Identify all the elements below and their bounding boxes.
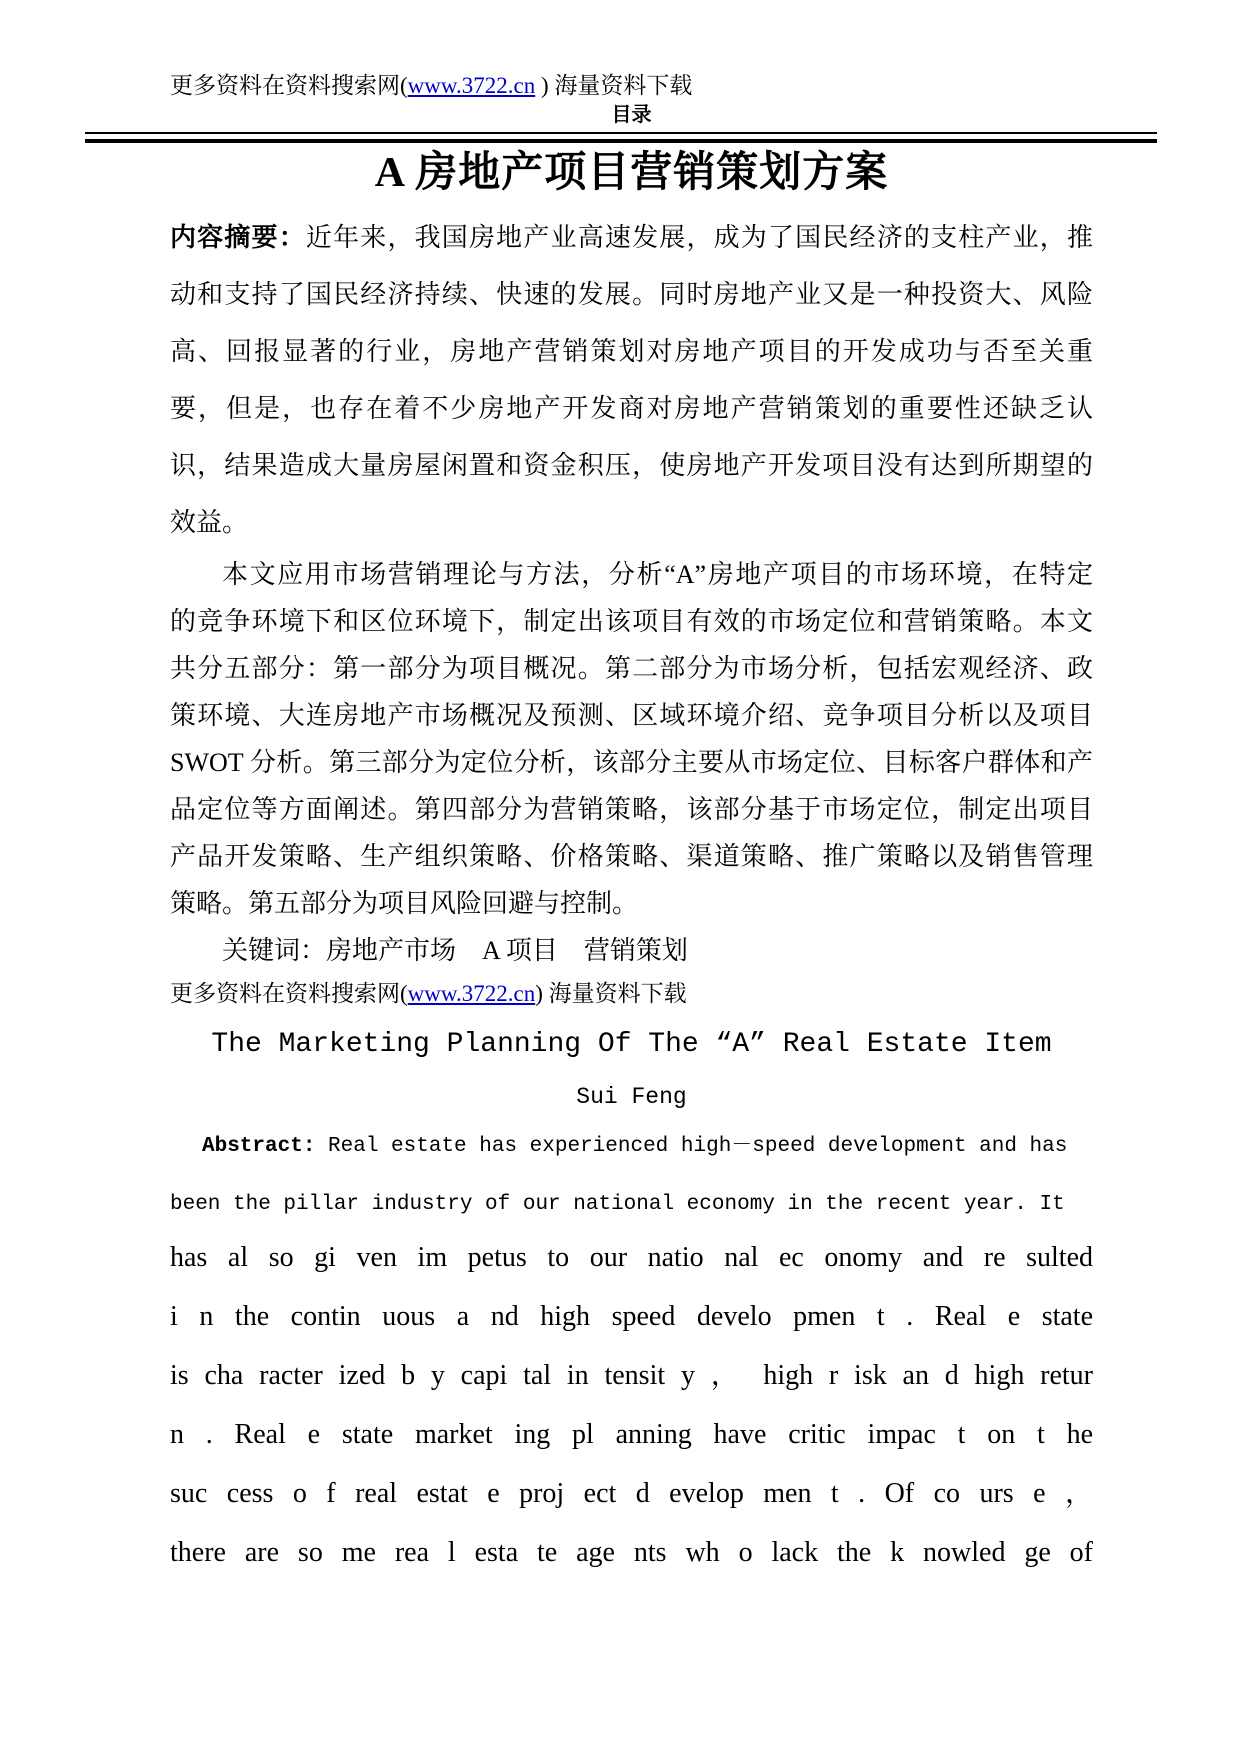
source-link-top[interactable]: www.3722.cn [407,73,536,98]
en-body-line: there are so me rea l esta te age nts wh o lack the k nowled ge of [170,1537,1093,1568]
cn-keywords-line: 关键词：房地产市场 A 项目 营销策划 [222,936,688,965]
toc-heading: 目录 [611,104,652,126]
source-note-top-prefix: 更多资料在资料搜索网( [170,73,408,98]
source-link-bottom[interactable]: www.3722.cn [407,981,536,1006]
en-body-paragraph [170,1228,1093,1582]
header-double-rule [85,132,1157,143]
source-note-bottom-prefix: 更多资料在资料搜索网( [170,981,408,1006]
document-title-cn: A 房地产项目营销策划方案 [374,150,889,196]
cn-body-line: 品定位等方面阐述。第四部分为营销策略，该部分基于市场定位，制定出项目 [170,795,1093,824]
cn-abstract-line: 要，但是，也存在着不少房地产开发商对房地产营销策划的重要性还缺乏认 [170,394,1093,423]
cn-body-line: 策环境、大连房地产市场概况及预测、区域环境介绍、竞争项目分析以及项目 [170,701,1093,730]
source-note-top-suffix: ) 海量资料下载 [535,73,693,98]
source-note-bottom-suffix: ) 海量资料下载 [535,981,687,1006]
cn-abstract-line: 动和支持了国民经济持续、快速的发展。同时房地产业又是一种投资大、风险 [170,280,1093,309]
source-note-bottom [170,976,1093,1012]
author-name: Sui Feng [576,1084,687,1110]
document-title-en: The Marketing Planning Of The “A” Real Estate Item [211,1029,1052,1060]
en-abstract-line-1-text: Real estate has experienced high－speed development and has [315,1135,1068,1158]
en-abstract-line-1 [170,1124,1093,1170]
cn-abstract-paragraph [170,209,1093,551]
cn-body-line: 的竞争环境下和区位环境下，制定出该项目有效的市场定位和营销策略。本文 [170,607,1093,636]
cn-body-line: 本文应用市场营销理论与方法，分析“A”房地产项目的市场环境，在特定 [222,560,1093,589]
en-body-line: is cha racter ized b y capi tal in tensit y ， high r isk an d high retur [170,1360,1093,1391]
cn-body-line: SWOT 分析。第三部分为定位分析，该部分主要从市场定位、目标客户群体和产 [170,748,1093,777]
cn-abstract-line: 高、回报显著的行业，房地产营销策划对房地产项目的开发成功与否至关重 [170,337,1093,366]
cn-abstract-last-line: 效益。 [170,508,249,537]
en-body-line: suc cess o f real estat e proj ect d evelop men t . Of co urs e ， [170,1478,1093,1509]
en-abstract-label: Abstract: [202,1135,316,1158]
source-note-top [170,70,1093,102]
en-abstract-line-2: been the pillar industry of our national economy in the recent year. It [170,1193,1065,1216]
cn-body-line: 产品开发策略、生产组织策略、价格策略、渠道策略、推广策略以及销售管理 [170,842,1093,871]
cn-abstract-first-line-text: 近年来，我国房地产业高速发展，成为了国民经济的支柱产业，推 [305,223,1093,252]
cn-abstract-label: 内容摘要： [170,223,306,252]
cn-body-last-line: 策略。第五部分为项目风险回避与控制。 [170,889,639,918]
cn-body-paragraph [170,551,1093,974]
en-body-line: has al so gi ven im petus to our natio nal ec onomy and re sulted [170,1242,1093,1273]
en-body-line: n . Real e state market ing pl anning have critic impac t on t he [170,1419,1093,1450]
en-body-line: i n the contin uous a nd high speed develo pmen t . Real e state [170,1301,1093,1332]
cn-abstract-line: 识，结果造成大量房屋闲置和资金积压，使房地产开发项目没有达到所期望的 [170,451,1093,480]
cn-body-line: 共分五部分：第一部分为项目概况。第二部分为市场分析，包括宏观经济、政 [170,654,1093,683]
cn-abstract-line [170,209,1093,266]
